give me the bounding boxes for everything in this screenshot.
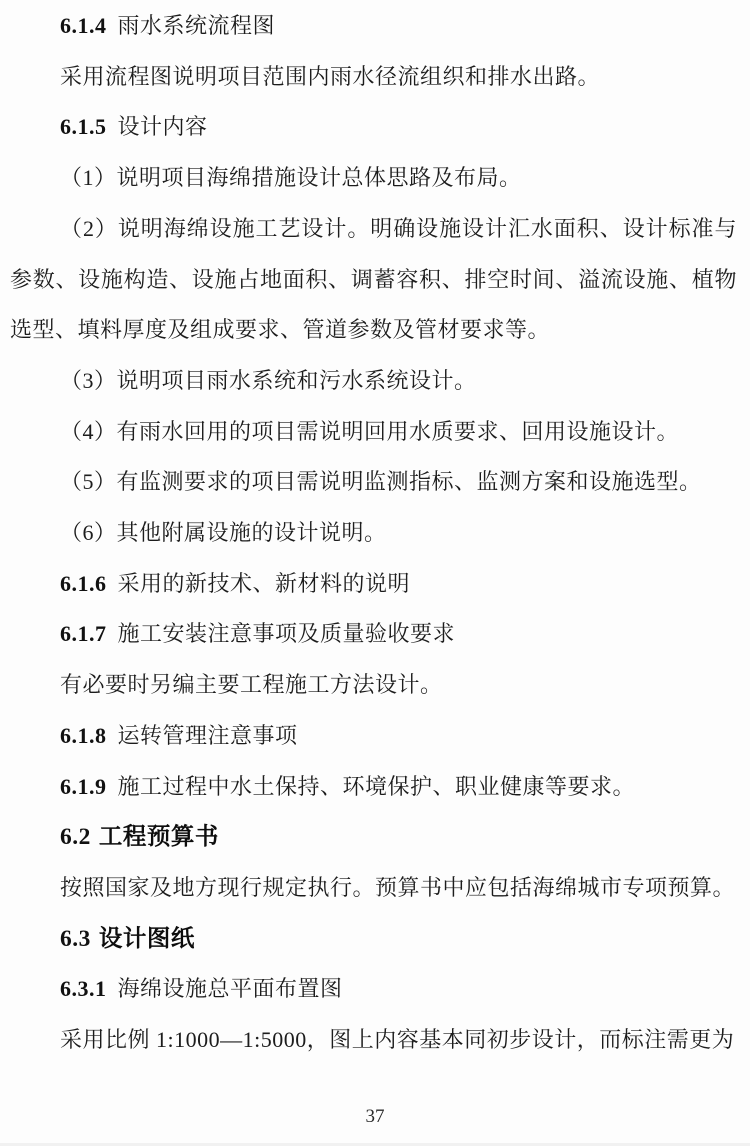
- list-item-2-line-1: （2）说明海绵设施工艺设计。明确设施设计汇水面积、设计标准与: [60, 215, 737, 241]
- section-heading-6-1-6: [10, 559, 737, 610]
- section-number: 6.3: [60, 925, 91, 952]
- paragraph: [10, 1015, 737, 1066]
- list-item-text: （6）其他附属设施的设计说明。: [60, 520, 387, 546]
- section-title: 海绵设施总平面布置图: [117, 976, 343, 1002]
- list-item-text: （1）说明项目海绵措施设计总体思路及布局。: [60, 165, 522, 191]
- section-heading-6-3: [10, 914, 737, 965]
- section-heading-6-3-1: [10, 964, 737, 1015]
- list-item-text: （4）有雨水回用的项目需说明回用水质要求、回用设施设计。: [60, 418, 680, 444]
- section-number: 6.1.6: [60, 570, 107, 596]
- document-body: [0, 1, 737, 1066]
- section-title: 雨水系统流程图: [117, 13, 276, 38]
- section-title: 工程预算书: [98, 824, 219, 851]
- list-item-6: [10, 508, 737, 559]
- paragraph: [10, 660, 737, 711]
- paragraph: [10, 52, 737, 103]
- list-item-3: [10, 356, 737, 407]
- section-title: 采用的新技术、新材料的说明: [117, 570, 411, 596]
- section-heading-6-1-5: [10, 102, 737, 153]
- list-item-1: [10, 153, 737, 204]
- list-item-5: [10, 457, 737, 508]
- section-heading-6-1-8: [10, 711, 737, 762]
- paragraph: [10, 863, 737, 914]
- section-number: 6.1.8: [60, 722, 107, 748]
- list-item-4: [10, 407, 737, 458]
- section-number: 6.1.9: [60, 773, 107, 799]
- section-number: 6.1.5: [60, 114, 107, 140]
- section-heading-6-1-4: [10, 1, 737, 52]
- paragraph-text: 有必要时另编主要工程施工方法设计。: [60, 672, 443, 698]
- list-item-text: （5）有监测要求的项目需说明监测指标、监测方案和设施选型。: [60, 469, 702, 495]
- section-title: 设计内容: [117, 114, 208, 140]
- page-number: 37: [365, 1106, 385, 1127]
- list-item-2: [10, 204, 737, 356]
- section-number: 6.3.1: [60, 976, 107, 1002]
- list-item-2-line-2: 参数、设施构造、设施占地面积、调蓄容积、排空时间、溢流设施、植物: [10, 266, 737, 292]
- section-heading-6-1-9: [10, 762, 737, 813]
- list-item-2-line-3: 选型、填料厚度及组成要求、管道参数及管材要求等。: [10, 317, 551, 343]
- section-heading-6-1-7: [10, 609, 737, 660]
- section-title: 运转管理注意事项: [117, 722, 298, 748]
- section-number: 6.1.4: [60, 13, 107, 38]
- page-footer: [0, 1106, 750, 1128]
- section-title: 施工过程中水土保持、环境保护、职业健康等要求。: [117, 773, 636, 799]
- section-number: 6.1.7: [60, 621, 107, 647]
- section-heading-6-2: [10, 812, 737, 863]
- paragraph-text: 采用流程图说明项目范围内雨水径流组织和排水出路。: [60, 63, 601, 89]
- list-item-text: （3）说明项目雨水系统和污水系统设计。: [60, 367, 477, 393]
- paragraph-text: 按照国家及地方现行规定执行。预算书中应包括海绵城市专项预算。: [60, 874, 736, 900]
- section-title: 设计图纸: [98, 925, 195, 952]
- section-title: 施工安装注意事项及质量验收要求: [117, 621, 456, 647]
- section-number: 6.2: [60, 824, 91, 851]
- paragraph-text: 采用比例 1:1000—1:5000，图上内容基本同初步设计，而标注需更为: [60, 1027, 735, 1053]
